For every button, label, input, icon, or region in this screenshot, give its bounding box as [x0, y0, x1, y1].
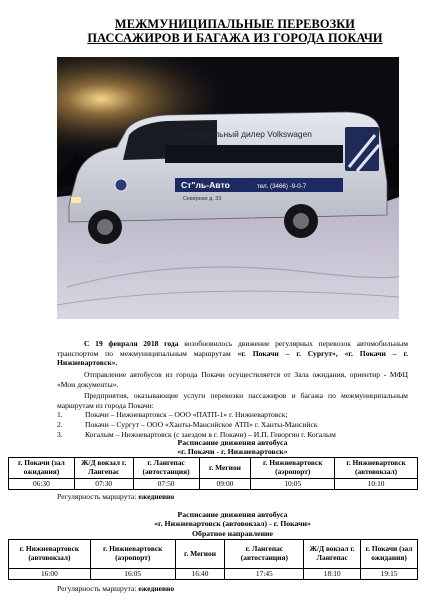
list-item: 3. Когалым – Нижневартовск (с заездом в г. Покачи) – И.П. Геворгян г. Когалым: [57, 429, 336, 439]
van-address-text: Северная д. 33: [183, 196, 222, 202]
table-header-cell: г. Лангепас (автостанция): [225, 540, 304, 569]
table-cell: 17:45: [225, 569, 304, 580]
title-line-1: МЕЖМУНИЦИПАЛЬНЫЕ ПЕРЕВОЗКИ: [114, 17, 356, 31]
table-header-cell: г. Мегион: [175, 540, 225, 569]
table-cell: 10:10: [335, 479, 418, 490]
schedule-1-table: [8, 457, 418, 490]
intro-paragraph-3: Предприятия, оказывающие услуги перевозки пассажиров и багажа по межмуниципальным маршрутам из города Покачи:: [57, 391, 408, 410]
table-cell: 19:15: [361, 569, 418, 580]
schedule-1-regularity: Регулярность маршрута: ежедневно: [57, 492, 175, 501]
title-line-2: ПАССАЖИРОВ И БАГАЖА ИЗ ГОРОДА ПОКАЧИ: [87, 31, 383, 45]
schedule-2-heading: Расписание движения автобуса «г. Нижневартовск (автовокзал) - г. Покачи» Обратное направление: [154, 510, 311, 538]
table-row: [9, 569, 418, 580]
table-header-cell: г. Нижневартовск (автовокзал): [335, 458, 418, 479]
list-item: 1. Покачи – Нижневартовск – ООО «ПАТП-1» г. Нижневартовск;: [57, 410, 288, 419]
table-header-cell: Ж/Д вокзал г. Лангепас: [74, 458, 133, 479]
table-row: [9, 479, 418, 490]
table-cell: 16:40: [175, 569, 225, 580]
schedule-2-table: [8, 539, 418, 580]
table-cell: 07:50: [133, 479, 199, 490]
table-header-cell: г. Покачи (зал ожидания): [361, 540, 418, 569]
van-dealer-text: Официальный дилер Volkswagen: [182, 129, 312, 139]
table-header-cell: г. Нижневартовск (аэропорт): [90, 540, 175, 569]
table-header-cell: г. Нижневартовск (автовокзал): [9, 540, 91, 569]
intro-date-lead: С 19 февраля 2018 года: [84, 339, 179, 348]
table-cell: 06:30: [9, 479, 75, 490]
table-header-cell: г. Лангепас (автостанция): [133, 458, 199, 479]
table-header-cell: г. Мегион: [199, 458, 251, 479]
bus-photo-image: [57, 57, 399, 319]
intro-routes: «г. Покачи – г. Сургут», «г. Покачи – г. Нижневартовск».: [57, 348, 408, 368]
table-cell: 07:30: [74, 479, 133, 490]
table-header-row: [9, 540, 418, 569]
list-item: 2. Покачи – Сургут – ООО «Ханты-Мансийское АТП» г. Ханты-Мансийск: [57, 419, 318, 429]
table-header-cell: Ж/Д вокзал г. Лангепас: [304, 540, 361, 569]
table-cell: 16:00: [9, 569, 91, 580]
page-title: [60, 17, 410, 45]
table-header-row: [9, 458, 418, 479]
table-cell: 09:00: [199, 479, 251, 490]
carrier-list: [57, 410, 408, 439]
van-brand-text: Ст"ль-Авто: [181, 180, 230, 190]
bus-photo: [57, 57, 399, 319]
table-cell: 10:05: [251, 479, 335, 490]
intro-p1-text: возобновилось движение регулярных перевозок автомобильным транспортом по межмуниципальным маршрутам: [57, 339, 409, 358]
table-cell: 18:10: [304, 569, 361, 580]
table-header-cell: г. Покачи (зал ожидания): [9, 458, 75, 479]
intro-paragraph-2: Отправление автобусов из города Покачи осуществляется от Зала ожидания, ориентир - МФЦ «Мои документы».: [57, 370, 408, 389]
schedule-1-heading: Расписание движения автобуса «г. Покачи - г. Нижневартовск»: [177, 438, 288, 457]
table-cell: 16:05: [90, 569, 175, 580]
table-header-cell: г. Нижневартовск (аэропорт): [251, 458, 335, 479]
van-phone-text: тел. (3466) -9-0-7: [257, 183, 307, 190]
intro-paragraph-1: [57, 339, 408, 368]
schedule-2-regularity: Регулярность маршрута: ежедневно: [57, 584, 175, 593]
